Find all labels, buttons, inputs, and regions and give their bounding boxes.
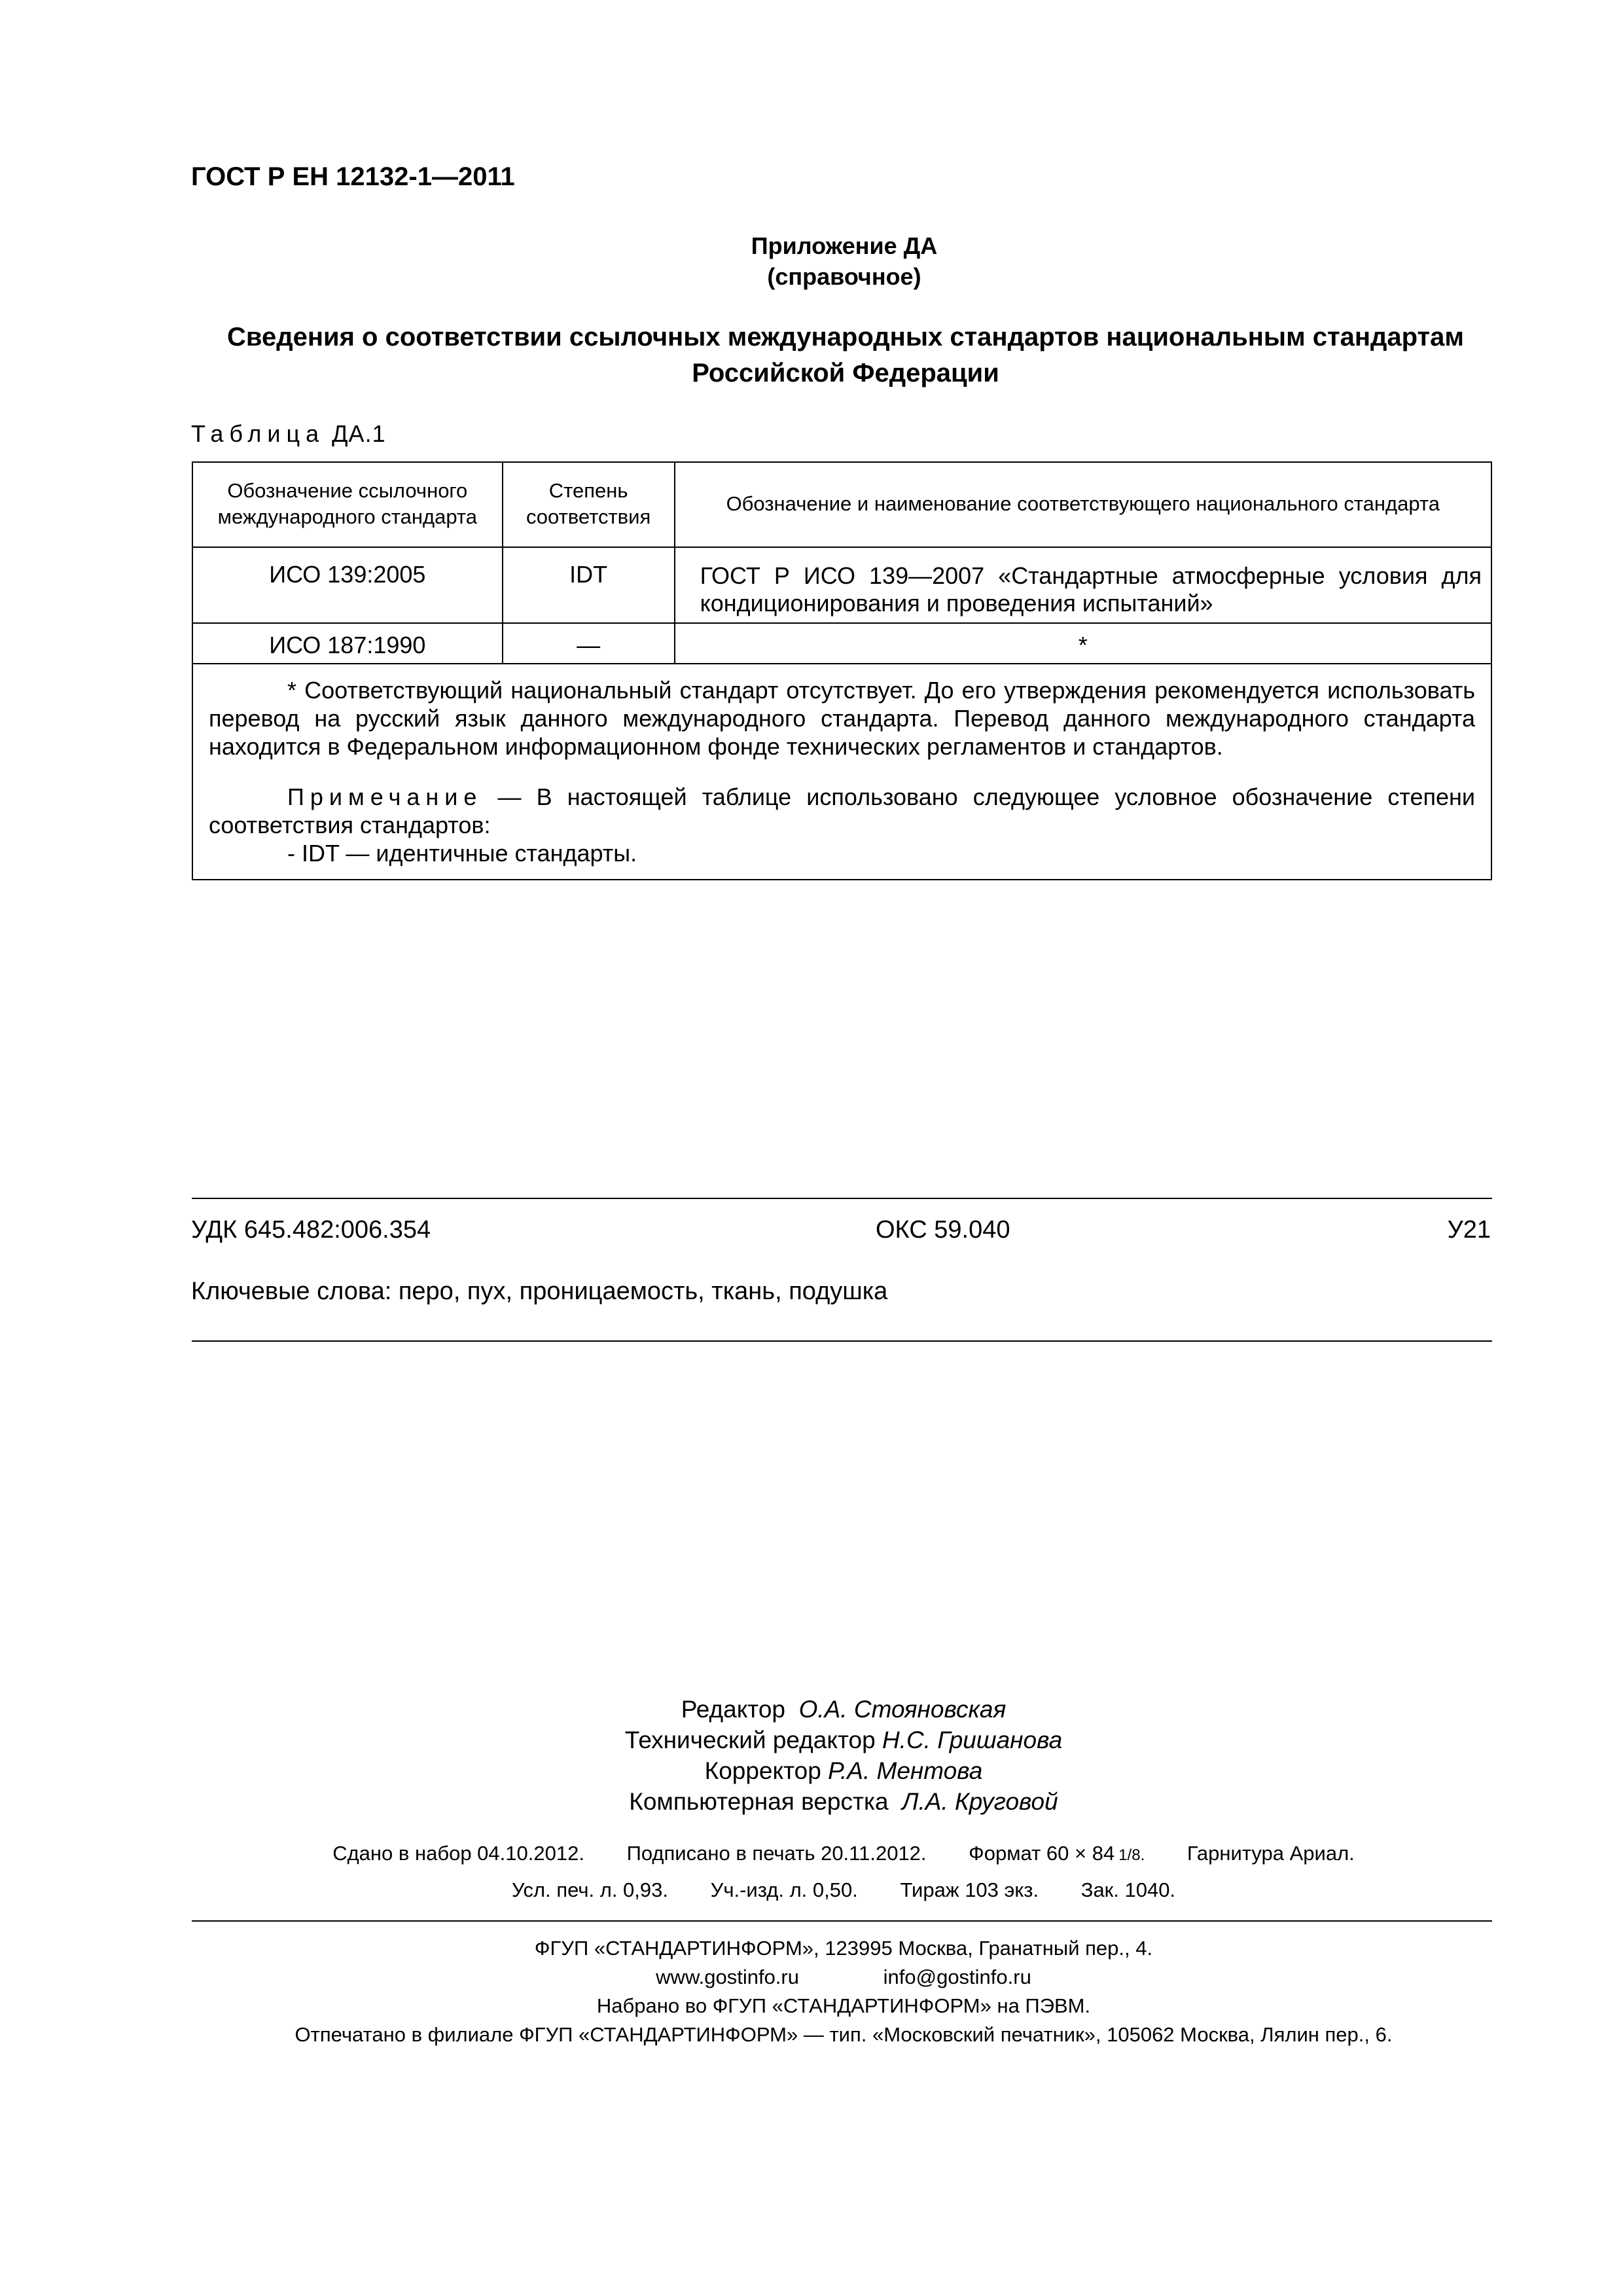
cell-national: * <box>675 623 1491 664</box>
publisher-website: www.gostinfo.ru <box>656 1965 799 1988</box>
cell-reference: ИСО 139:2005 <box>192 547 503 623</box>
section-title-line2: Российской Федерации <box>692 359 999 387</box>
header-national-standard: Обозначение и наименование соответствующего национального стандарта <box>675 462 1491 547</box>
imprint-sheets: Усл. печ. л. 0,93. <box>511 1878 668 1901</box>
credit-tech-editor <box>0 1725 1623 1755</box>
note-label: Примечание <box>287 783 483 810</box>
cell-degree: IDT <box>503 547 675 623</box>
credit-proofreader <box>0 1755 1623 1786</box>
udc-code: УДК 645.482:006.354 <box>191 1216 431 1244</box>
note-text: — В настоящей таблице использовано следующее условное обозначение степени соответствия стандартов: <box>209 783 1475 838</box>
header-degree: Степень соответствия <box>503 462 675 547</box>
credit-role: Корректор <box>704 1757 821 1784</box>
table-row <box>192 623 1491 664</box>
oks-code: ОКС 59.040 <box>876 1216 1010 1244</box>
imprint-line2 <box>0 1878 1623 1902</box>
publisher-email: info@gostinfo.ru <box>883 1965 1031 1988</box>
credit-person: Л.А. Круговой <box>902 1788 1058 1815</box>
publisher-typeset: Набрано во ФГУП «СТАНДАРТИНФОРМ» на ПЭВМ. <box>596 1994 1091 2017</box>
keywords: Ключевые слова: перо, пух, проницаемость, ткань, подушка <box>191 1278 888 1305</box>
classification-top-rule <box>192 1198 1492 1199</box>
imprint-edition-sheets: Уч.-изд. л. 0,50. <box>710 1878 858 1901</box>
publisher-contacts <box>0 1963 1623 1992</box>
table-notes <box>192 664 1491 880</box>
publisher-printed: Отпечатано в филиале ФГУП «СТАНДАРТИНФОРМ» — тип. «Московский печатник», 105062 Москва, Лялин пер., 6. <box>294 2023 1393 2046</box>
credit-person: Н.С. Гришанова <box>882 1727 1063 1753</box>
annex-heading <box>0 230 1623 292</box>
cell-national: ГОСТ Р ИСО 139—2007 «Стандартные атмосферные условия для кондиционирования и проведения испытаний» <box>675 547 1491 623</box>
cell-reference: ИСО 187:1990 <box>192 623 503 664</box>
table-caption <box>191 420 386 448</box>
credit-role: Редактор <box>681 1696 785 1723</box>
publisher-address: ФГУП «СТАНДАРТИНФОРМ», 123995 Москва, Гранатный пер., 4. <box>534 1937 1153 1960</box>
correspondence-table <box>192 461 1492 880</box>
credit-role: Компьютерная верстка <box>629 1788 889 1815</box>
section-title <box>191 319 1500 391</box>
credits-block <box>0 1694 1623 1817</box>
imprint-format <box>969 1842 1145 1865</box>
imprint-format-prefix: Формат 60 × 84 <box>969 1842 1115 1865</box>
note-list-item: - IDT — идентичные стандарты. <box>287 840 637 867</box>
footnote-text: * Соответствующий национальный стандарт отсутствует. До его утверждения рекомендуется использовать перевод на русский язык данного международного стандарта. Перевод данного международного стандарта находится в Федеральном информационном фонде технических регламентов и стандартов. <box>209 677 1475 760</box>
imprint-order: Зак. 1040. <box>1080 1878 1176 1901</box>
table-row <box>192 547 1491 623</box>
classification-bottom-rule <box>192 1340 1492 1342</box>
section-title-line1: Сведения о соответствии ссылочных международных стандартов национальным стандартам <box>227 323 1464 351</box>
imprint-typeface: Гарнитура Ариал. <box>1186 1842 1355 1865</box>
credit-person: Р.А. Ментова <box>828 1757 983 1784</box>
table-caption-word: Таблица <box>191 420 325 447</box>
table-header-row <box>192 462 1491 547</box>
note-paragraph <box>209 783 1475 839</box>
annex-title: Приложение ДА <box>751 232 938 259</box>
imprint-signed: Подписано в печать 20.11.2012. <box>626 1842 927 1865</box>
classifier-code: У21 <box>1447 1216 1491 1244</box>
document-code: ГОСТ Р ЕН 12132-1—2011 <box>191 162 515 191</box>
imprint-submitted: Сдано в набор 04.10.2012. <box>332 1842 584 1865</box>
imprint-format-fraction: 1/8. <box>1118 1846 1145 1864</box>
publisher-rule <box>192 1920 1492 1922</box>
publisher-block <box>0 1934 1623 2049</box>
credit-person: О.А. Стояновская <box>798 1696 1007 1723</box>
table-caption-number: ДА.1 <box>332 420 386 447</box>
table-notes-row <box>192 664 1491 880</box>
cell-degree: — <box>503 623 675 664</box>
annex-status: (справочное) <box>767 263 921 290</box>
credit-role: Технический редактор <box>624 1727 876 1753</box>
header-reference-standard: Обозначение ссылочного международного стандарта <box>192 462 503 547</box>
imprint-line1 <box>0 1842 1623 1865</box>
credit-layout <box>0 1786 1623 1817</box>
imprint-run: Тираж 103 экз. <box>900 1878 1039 1901</box>
credit-editor <box>0 1694 1623 1725</box>
